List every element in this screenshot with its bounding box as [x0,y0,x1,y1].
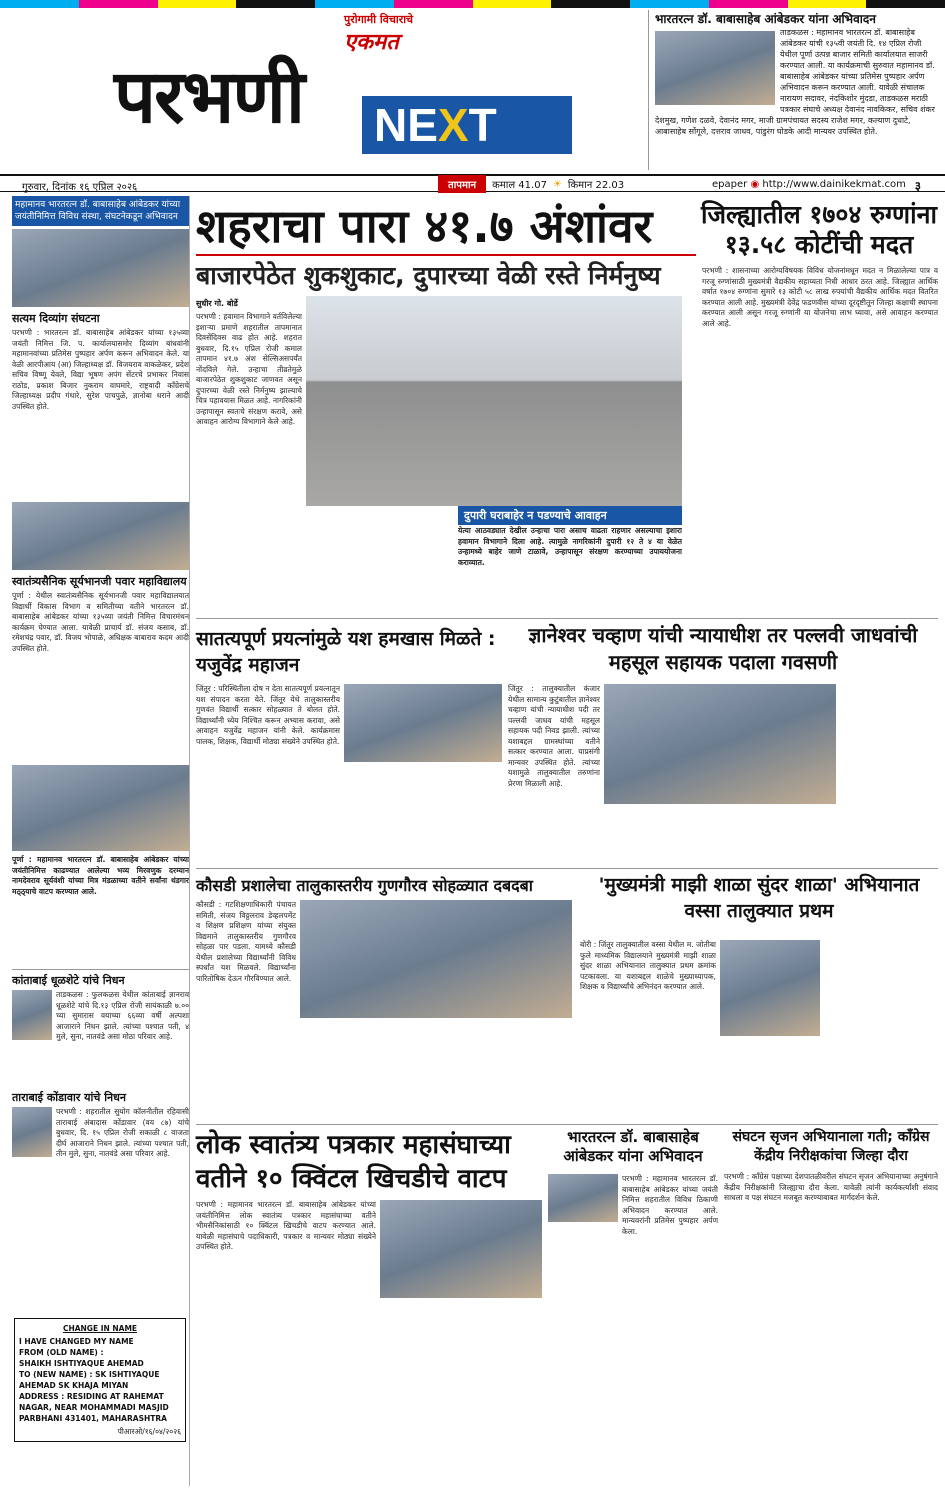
sec3-left-headline: कौसडी प्रशालेचा तालुकास्तरीय गुणगौरव सोहळ्यात दबदबा [196,876,533,895]
notice-code: पीआरओ/१६/०४/२०२६ [117,1427,181,1436]
lead-caption-text: येत्या आठवड्यात देखील उन्हाचा पारा असाच वाढता राहणार असल्याचा इशारा हवामान विभागाने दिला आहे. त्यामुळे नागरिकांनी दुपारी १२ ते ४ या वेळेत उन्हामध्ये बाहेर जाणे टाळावे, उन्हापासून संरक्षण करण्याच्या उपाययोजना कराव्यात. [458,526,682,567]
promo-headline: भारतरत्न डॉ. बाबासाहेब आंबेडकर यांना अभिवादन [655,12,876,26]
right-headline: जिल्ह्यातील १७०४ रुग्णांना १३.५८ कोटींची मदत [701,200,937,259]
registration-swatch [551,0,630,8]
page-number: ३ [914,179,921,193]
registration-swatch [473,0,552,8]
rule-2 [196,868,938,869]
story2-headline: स्वातंत्र्यसैनिक सूर्यभानजी पवार महाविद्यालय [12,575,187,588]
lead-headline: शहराचा पारा ४१.७ अंशांवर [196,199,653,253]
sec2-right-headline: ज्ञानेश्वर चव्हाण यांची न्यायाधीश तर पल्लवी जाधवांची महसूल सहायक पदाला गवसणी [528,623,918,674]
lead-subheadline: बाजारपेठेत शुकशुकाट, दुपारच्या वेळी रस्ते निर्मनुष्य [196,254,696,292]
sun-icon: ☀ [552,178,562,190]
notice-line-7: NAGAR, NEAR MOHAMMADI MASJID [19,1403,169,1412]
registration-swatch [788,0,867,8]
sec3-left-photo [300,900,572,1018]
sec4-left-headline: लोक स्वातंत्र्य पत्रकार महासंघाच्या वतीने १० क्विंटल खिचडीचे वाटप [196,1130,511,1194]
promo-text: ताडकळस : महामानव भारतरत्न डॉ. बाबासाहेब आंबेडकर यांची १३५वी जयंती दि. १४ एप्रिल रोजी येथील पूर्णा उत्पन्न बाजार समिती कार्यालयात साजरी करण्यात आली. या कार्यक्रमाची सुरुवात महामानव डॉ. बाबासाहेब आंबेडकर यांच्या प्रतिमेस पुष्पहार अर्पण अभिवादन करून करण्यात आली. यावेळी संचालक नारायण सदावर, नंदकिशोर मुंदडा, ताडकळस मराठी पत्रकार संघाचे अध्यक्ष देवानंद नावकिकर, सचिव शंकर देशमुख, गणेश दळवे, देवानंद मगर, माजी ग्रामपंचायत सदस्य राजेश मगर, कल्याण दुधाटे, आबासाहेब सोंगूले, दत्तराव जाधव, पांडुरंग घोडके आदी मान्यवर उपस्थित होते. [655,28,935,136]
city-title: परभणी [114,54,303,140]
notice-line-6: ADDRESS : RESIDING AT RAHEMAT [19,1392,164,1401]
notice-line-5: AHEMAD SK KHAJA MIYAN [19,1381,129,1390]
obit1-headline: कांताबाई धूळशेटे यांचे निधन [12,969,189,988]
notice-line-8: PARBHANI 431401, MAHARASHTRA [19,1414,167,1423]
registration-swatch [394,0,473,8]
left-photo-1 [12,229,189,307]
next-prefix: NE [374,99,438,151]
promo-photo [655,31,775,105]
left-photo-2 [12,502,189,570]
temp-max: कमाल 41.07 [492,180,547,191]
sec3-right-text: बोरी : जिंतूर तालुक्यातील वस्सा येथील म. जोतीबा फुले माध्यमिक विद्यालयाने मुख्यमंत्री माझी शाळा सुंदर शाळा अभियानात तालुक्यात प्रथम क्रमांक पटकावला. या यशाबद्दल शाळेचे मुख्याध्यापक, शिक्षक व विद्यार्थ्यांचे अभिनंदन करण्यात आले. [580,940,716,991]
sec4-left-photo [380,1200,542,1298]
story2-caption: पूर्णा : महामानव भारतरत्न डॉ. बाबासाहेब आंबेडकर यांच्या जयंतीनिमित्त काढण्यात आलेल्या भव्य मिरवणुक दरम्यान नामदेवराव सूर्यवंशी यांच्या मित्र मंडळाच्या वतीने सर्वांना थंडगार मठ्ठ्याचे वाटप करण्यात आले. [12,855,189,896]
temp-label: तापमान [438,175,486,193]
registration-swatch [315,0,394,8]
obit1-photo [12,990,52,1040]
sec4-mid-photo [548,1174,618,1222]
notice-line-1: I HAVE CHANGED MY NAME [19,1337,134,1346]
registration-swatch [709,0,788,8]
story1-text: परभणी : भारतरत्न डॉ. बाबासाहेब आंबेडकर यांच्या १३५व्या जयंती निमित्त जि. प. कार्यालयासमोर दिव्यांग बांधवांनी महामानवांच्या प्रतिमेस पुष्पहार अर्पण करून अभिवादन केले. या वेळी आरपीआय (आ) जिल्हाध्यक्ष डॉ. विजयराव वाकळेकर, प्रदेश सचिव विष्णू येवले, विद्या भूषण अपंग सेंटरचे प्रभाकर निवास राठोड, प्रकाश बिजार नुकराम वाघमारे, राष्ट्रवादी काँग्रेसचे जिल्हाध्यक्ष प्रदीप गंधारे, सुरेश पाचपुळे, ज्ञानोबा धराने आदी उपस्थित होते. [12,328,189,411]
epaper-url: http://www.dainikekmat.com [762,179,906,190]
sec3-right-photo [720,940,820,1036]
lead-photo-caption: दुपारी घराबाहेर न पडण्याचे आवाहन [458,506,682,525]
next-logo [362,96,572,154]
registration-swatch [630,0,709,8]
notice-line-2: FROM (OLD NAME) : [19,1348,104,1357]
lead-byline: सुधीर गो. बोर्डे [196,299,238,308]
dateline [0,174,945,192]
sec3-right-headline: 'मुख्यमंत्री माझी शाळा सुंदर शाळा' अभियानात वस्सा तालुक्यात प्रथम [598,874,920,922]
left-banner: महामानव भारतरत्न डॉ. बाबासाहेब आंबेडकर यांच्या जयंतीनिमित्त विविध संस्था, संघटनेकडून अभिवादन [12,196,189,226]
sec3-left-text: कौसडी : गटशिक्षणाधिकारी पंचायत समिती, संजय विठ्ठलराव डेव्हलपमेंट व शिक्षण प्रशिक्षण यांच्या संयुक्त विद्यमाने तालुकास्तरीय गुणगौरव सोहळा पार पडला. यामध्ये कौसडी येथील प्रशालेच्या विद्यार्थ्यांनी विविध स्पर्धांत यश मिळवले. विद्यार्थ्यांना पारितोषिक देऊन गौरविण्यात आले. [196,900,296,983]
left-photo-3 [12,765,189,851]
temperature-box [438,176,630,192]
sec4-right-headline: संघटन सृजन अभियानाला गती; काँग्रेस केंद्रीय निरीक्षकांचा जिल्हा दौरा [732,1129,930,1164]
lead-text: परभणी : हवामान विभागाने वर्तविलेल्या इशाऱ्या प्रमाणे शहरातील तापमानात दिवसेंदिवस वाढ होत आहे. शहरात बुधवार, दि.१५ एप्रिल रोजी कमाल तापमान ४१.७ अंश सेल्सिअसपर्यंत नोंदविले गेले. उन्हाचा तीव्रतेमुळे बाजारपेठेत शुकशुकाट जाणवत असून दुपारच्या वेळी रस्ते निर्मनुष्य झाल्याचे चित्र पहावयास मिळत आहे. नागरिकांनी उन्हापासून स्वतःचे संरक्षण करावे, असे आवाहन आरोग्य विभागाने केले आहे. [196,312,302,426]
notice-line-4: TO (NEW NAME) : SK ISHTIYAQUE [19,1370,160,1379]
registration-swatch [158,0,237,8]
sec2-right-text: जिंतूर : तालुक्यातील कंजार येथील सामान्य कुटुंबातील ज्ञानेश्वर चव्हाण यांची न्यायाधीश पदी तर पल्लवी जाधव यांची महसूल सहायक पदी निवड झाली. त्यांच्या यशाबद्दल ग्रामस्थांच्या वतीने सत्कार करण्यात आला. याप्रसंगी मान्यवर उपस्थित होते. त्यांच्या यशामुळे तालुक्यातील तरुणांना प्रेरणा मिळाली आहे. [508,684,600,788]
sec4-right-text: परभणी : काँग्रेस पक्षाच्या देशपातळीवरील संघटन सृजन अभियानाच्या अनुषंगाने केंद्रीय निरीक्षकांनी जिल्ह्याचा दौरा केला. यावेळी त्यांनी कार्यकर्त्यांशी संवाद साधला व पक्ष संघटन मजबूत करण्याबाबत मार्गदर्शन केले. [724,1172,938,1202]
sec4-left-text: परभणी : महामानव भारतरत्न डॉ. बाबासाहेब आंबेडकर यांच्या जयंतीनिमित्त लोक स्वातंत्र्य पत्रकार महासंघाच्या वतीने भीमसैनिकांसाठी १० क्विंटल खिचडीचे वाटप करण्यात आले. यावेळी महासंघाचे पदाधिकारी, पत्रकार व मान्यवर मोठ्या संख्येने उपस्थित होते. [196,1200,376,1251]
temp-min: किमान 22.03 [567,180,625,191]
name-change-notice [14,1318,186,1442]
masthead [14,12,634,172]
notice-line-3: SHAIKH ISHTIYAQUE AHEMAD [19,1359,144,1368]
next-suffix: T [468,99,497,151]
lead-photo [306,296,682,506]
sec4-mid-headline: भारतरत्न डॉ. बाबासाहेब आंबेडकर यांना अभिवादन [563,1128,703,1165]
rule-1 [196,618,938,619]
rule-3 [196,1124,938,1125]
epaper-link[interactable] [712,179,906,190]
notice-title: CHANGE IN NAME [62,1324,138,1333]
registration-swatch [236,0,315,8]
sec4-mid-text: परभणी : महामानव भारतरत्न डॉ. बाबासाहेब आंबेडकर यांच्या जयंती निमित्त शहरातील विविध ठिकाणी अभिवादन करण्यात आले. मान्यवरांनी प्रतिमेस पुष्पहार अर्पण केला. [622,1174,718,1236]
tagline: पुरोगामी विचाराचे [344,13,414,26]
registration-swatch [79,0,158,8]
registration-swatch [0,0,79,8]
obit2-photo [12,1107,52,1157]
sec2-left-photo [344,684,502,762]
obit2-headline: ताराबाई कोंडावार यांचे निधन [12,1091,127,1104]
story2-text: पूर्णा : येथील स्वातंत्र्यसैनिक सूर्यभानजी पवार महाविद्यालयात विद्यार्थी विकास विभाग व समितीच्या वतीने भारतरत्न डॉ. बाबासाहेब आंबेडकर यांच्या १३५व्या जयंती निमित्त विचारमंथन कार्यक्रम घेण्यात आला. यावेळी प्राचार्य डॉ. संजय कसाब, डॉ. रमेशचंद्र पवार, डॉ. विजय भोपाळे, अधिक्षक बाबाराव कदम आदी उपस्थित होते. [12,591,189,653]
sec2-right-photo [604,684,836,804]
epaper-label: epaper [712,179,748,190]
top-promo [648,10,938,170]
globe-icon: ◉ [750,179,760,190]
registration-strip [0,0,945,8]
issue-date: गुरुवार, दिनांक १६ एप्रिल २०२६ [22,182,138,193]
right-text: परभणी : शासनाच्या आरोग्यविषयक विविध योजनांमधून मदत न मिळालेल्या पात्र व गरजू रुग्णांसाठी मुख्यमंत्री वैद्यकीय सहाय्यता निधी आधार ठरत आहे. जिल्ह्यात आर्थिक वर्षात १७०४ रुग्णांना सुमारे १३ कोटी ५८ लाख रुपयांची वैद्यकीय आर्थिक मदत वितरित करण्यात आली आहे. मुख्यमंत्री देवेंद्र फडणवीस यांच्या दूरदृष्टीतून जिल्हा कक्षाची स्थापना करण्यात आली असून गरजू रुग्णांनी या योजनेचा लाभ घ्यावा, असे आवाहन करण्यात आले आहे. [702,266,938,328]
brand-logo: एकमत [344,30,399,55]
next-x: X [437,99,469,151]
sec2-left-headline: सातत्यपूर्ण प्रयत्नांमुळे यश हमखास मिळते : यजुवेंद्र महाजन [196,628,496,676]
left-column [12,196,190,1486]
registration-swatch [866,0,945,8]
obit2-text: परभणी : शहरातील सुयोग कॉलनीतील रहिवासी ताराबाई अंबादास कोंडावार (वय ८७) यांचे बुधवार, दि. १५ एप्रिल रोजी सकाळी ८ वाजता दीर्घ आजाराने निधन झाले. त्यांच्या पश्चात पती, तीन मुले, सुना, नातवंडे असा परिवार आहे. [56,1107,189,1158]
obit1-text: ताडकळस : फुलकळस येथील कांताबाई ज्ञानराव धूळशेटे यांचे दि.१३ एप्रिल रोजी सायंकाळी ७.०० च्या सुमारास वयाच्या ६६व्या वर्षी अल्पशा आजाराने निधन झाले. त्यांच्या पश्चात पती, ४ मुले, सुना, नातवंडे असा मोठा परिवार आहे. [56,990,189,1041]
sec2-left-text: जिंतूर : परिस्थितीला दोष न देता सातत्यपूर्ण प्रयत्नातून यश संपादन करता येते. जिंतूर येथे तालुकास्तरीय गुणवंत विद्यार्थी सत्कार सोहळ्यात ते बोलत होते. विद्यार्थ्यांनी ध्येय निश्चित करून अभ्यास करावा, असे आवाहन यजुवेंद्र महाजन यांनी केले. कार्यक्रमास पालक, शिक्षक, विद्यार्थी मोठ्या संख्येने उपस्थित होते. [196,684,340,746]
story1-headline: सत्यम दिव्यांग संघटना [12,312,100,325]
